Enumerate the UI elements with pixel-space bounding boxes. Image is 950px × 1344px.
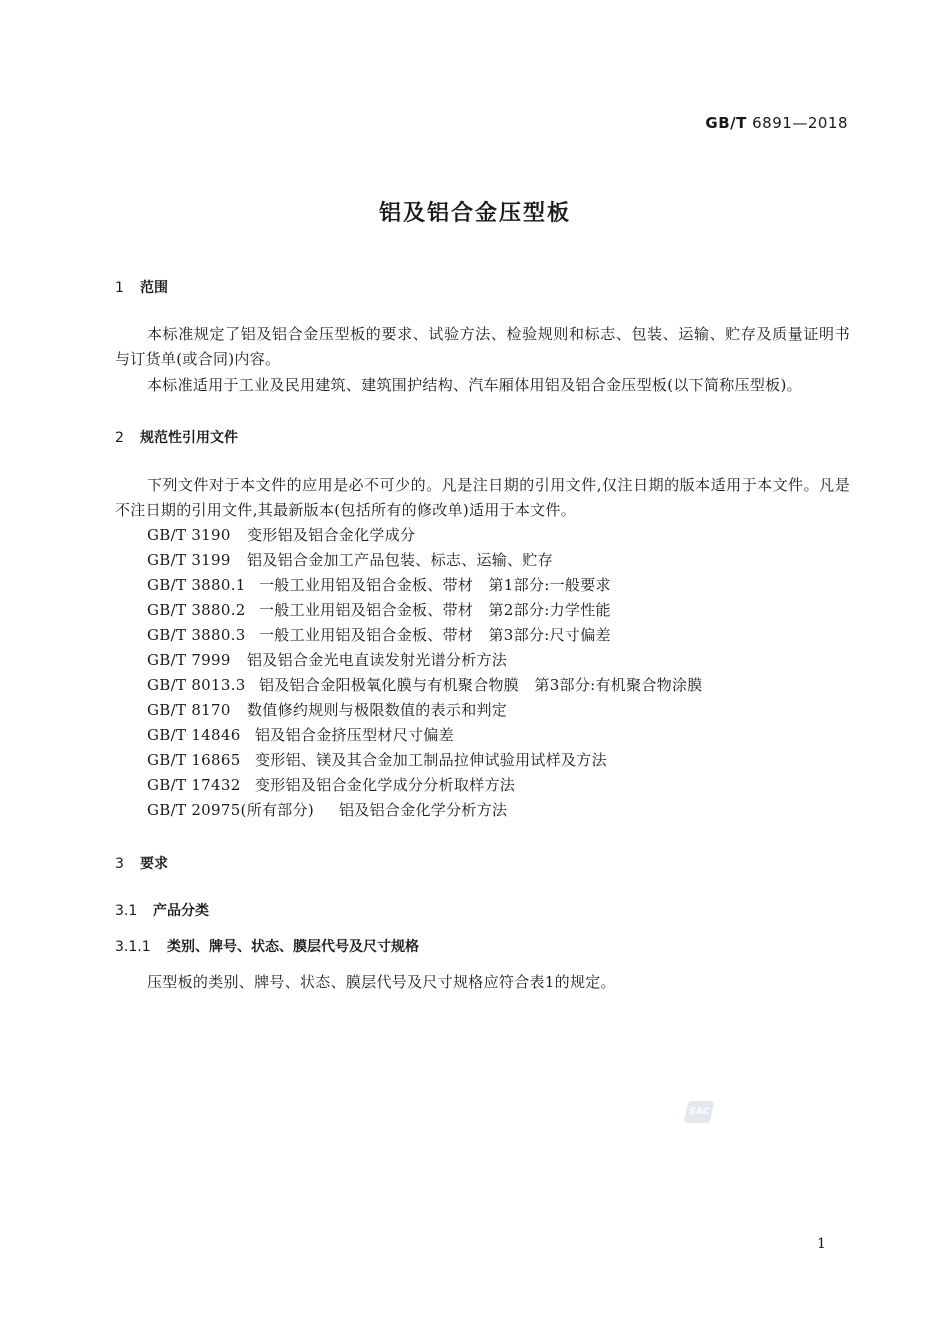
reference-item <box>147 698 507 723</box>
watermark-text: SAC <box>687 1107 711 1117</box>
standard-code-number: 6891—2018 <box>752 114 848 132</box>
section-3-heading <box>115 853 168 873</box>
reference-code: GB/T 8013.3 <box>147 676 246 694</box>
reference-name: 变形铝及铝合金化学成分分析取样方法 <box>255 776 516 794</box>
reference-name: 铝及铝合金加工产品包装、标志、运输、贮存 <box>247 551 554 569</box>
section-1-heading <box>115 277 168 297</box>
reference-item <box>147 723 454 748</box>
reference-code: GB/T 16865 <box>147 751 241 769</box>
section-3-number: 3 <box>115 856 124 872</box>
reference-name: 铝及铝合金光电直读发射光谱分析方法 <box>247 651 508 669</box>
reference-code: GB/T 17432 <box>147 776 241 794</box>
reference-code: GB/T 3880.3 <box>147 626 246 644</box>
section-2-title: 规范性引用文件 <box>140 430 238 446</box>
section-1-number: 1 <box>115 280 124 296</box>
reference-code: GB/T 3199 <box>147 551 231 569</box>
reference-name: 一般工业用铝及铝合金板、带材 第3部分:尺寸偏差 <box>259 626 611 644</box>
reference-name: 一般工业用铝及铝合金板、带材 第1部分:一般要求 <box>259 576 611 594</box>
standard-code <box>705 114 848 132</box>
reference-item <box>147 573 611 598</box>
reference-code: GB/T 3190 <box>147 526 231 544</box>
section-3-1-1-paragraph: 压型板的类别、牌号、状态、膜层代号及尺寸规格应符合表1的规定。 <box>147 973 616 991</box>
reference-name: 铝及铝合金化学分析方法 <box>339 801 508 819</box>
reference-item <box>147 798 507 823</box>
section-3-title: 要求 <box>140 856 168 872</box>
reference-code: GB/T 14846 <box>147 726 241 744</box>
section-1-paragraph-2: 本标准适用于工业及民用建筑、建筑围护结构、汽车厢体用铝及铝合金压型板(以下简称压型板)。 <box>147 376 802 394</box>
reference-code: GB/T 20975(所有部分) <box>147 801 315 819</box>
reference-name: 铝及铝合金阳极氧化膜与有机聚合物膜 第3部分:有机聚合物涂膜 <box>259 676 703 694</box>
section-3-1-number: 3.1 <box>115 903 138 919</box>
reference-name: 变形铝、镁及其合金加工制品拉伸试验用试样及方法 <box>255 751 607 769</box>
section-1-paragraph-1: 本标准规定了铝及铝合金压型板的要求、试验方法、检验规则和标志、包装、运输、贮存及质量证明书与订货单(或合同)内容。 <box>115 325 850 368</box>
reference-item <box>147 773 515 798</box>
document-title: 铝及铝合金压型板 <box>378 201 571 226</box>
reference-name: 变形铝及铝合金化学成分 <box>247 526 416 544</box>
section-2-heading <box>115 427 238 447</box>
reference-name: 数值修约规则与极限数值的表示和判定 <box>247 701 508 719</box>
section-1-title: 范围 <box>140 280 168 296</box>
section-3-1-title: 产品分类 <box>153 903 209 919</box>
reference-item <box>147 748 607 773</box>
sac-watermark <box>684 1101 715 1123</box>
reference-item <box>147 623 611 648</box>
section-3-1-1-heading <box>115 936 419 956</box>
reference-name: 铝及铝合金挤压型材尺寸偏差 <box>255 726 454 744</box>
section-3-1-1-title: 类别、牌号、状态、膜层代号及尺寸规格 <box>167 939 419 955</box>
section-3-1-heading <box>115 900 209 920</box>
reference-code: GB/T 3880.2 <box>147 601 246 619</box>
reference-code: GB/T 8170 <box>147 701 231 719</box>
page-number: 1 <box>817 1236 826 1252</box>
reference-item <box>147 598 611 623</box>
reference-item <box>147 648 507 673</box>
reference-item <box>147 673 703 698</box>
reference-code: GB/T 7999 <box>147 651 231 669</box>
reference-name: 一般工业用铝及铝合金板、带材 第2部分:力学性能 <box>259 601 611 619</box>
section-3-1-1-number: 3.1.1 <box>115 939 151 955</box>
reference-item <box>147 523 415 548</box>
reference-item <box>147 548 553 573</box>
reference-code: GB/T 3880.1 <box>147 576 246 594</box>
standard-code-prefix: GB/T <box>705 114 747 132</box>
section-2-intro: 下列文件对于本文件的应用是必不可少的。凡是注日期的引用文件,仅注日期的版本适用于本文件。凡是不注日期的引用文件,其最新版本(包括所有的修改单)适用于本文件。 <box>115 476 850 519</box>
section-2-number: 2 <box>115 430 124 446</box>
